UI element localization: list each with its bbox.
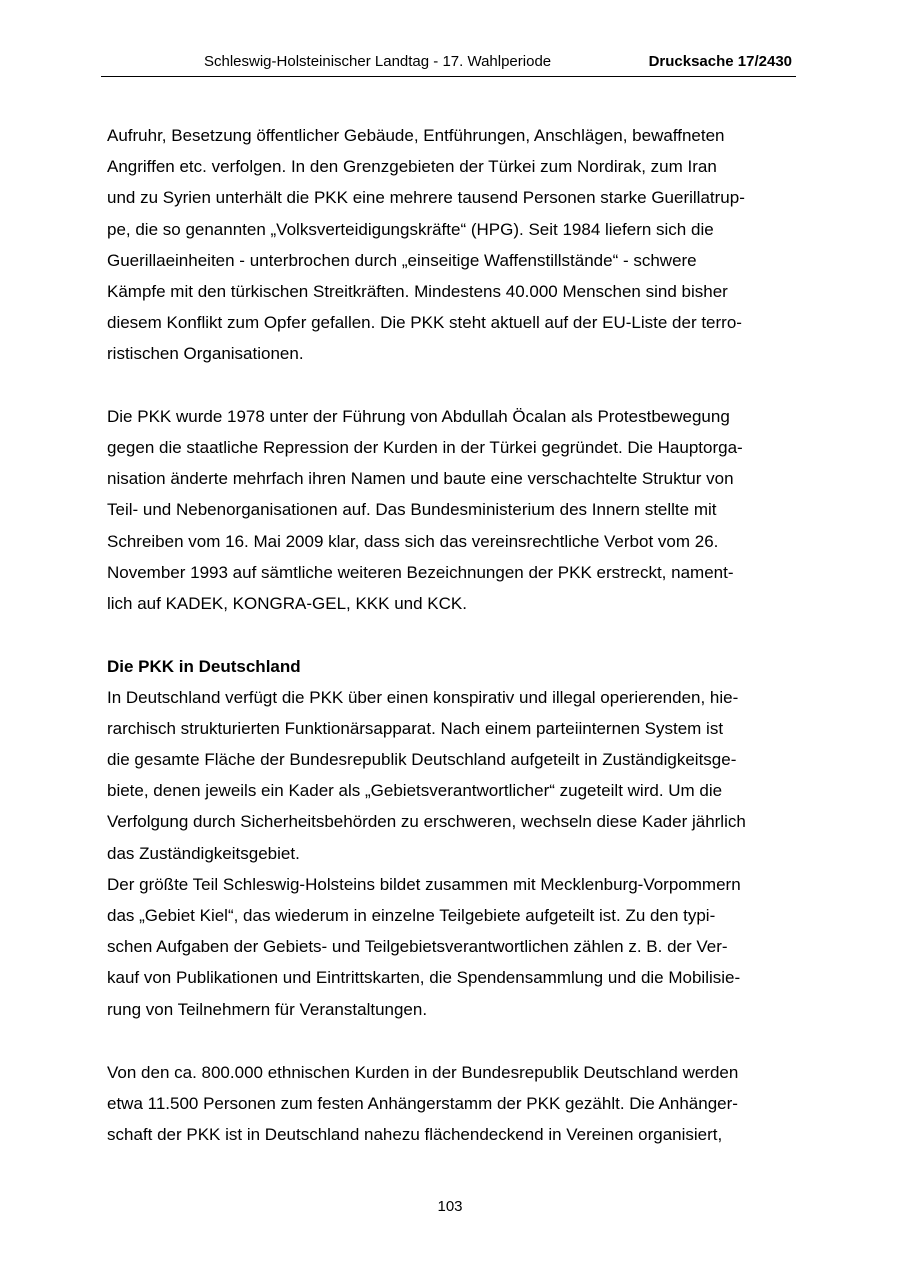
page-number: 103	[437, 1198, 463, 1215]
text-line: schen Aufgaben der Gebiets- und Teilgebietsverantwortlichen zählen z. B. der Ver-	[107, 937, 728, 956]
text-line: das „Gebiet Kiel“, das wiederum in einzelne Teilgebiete aufgeteilt ist. Zu den typi-	[107, 906, 716, 925]
page-header	[101, 52, 796, 77]
text-line: In Deutschland verfügt die PKK über einen konspirativ und illegal operierenden, hie-	[107, 688, 739, 707]
text-line: Von den ca. 800.000 ethnischen Kurden in der Bundesrepublik Deutschland werden	[107, 1063, 739, 1082]
text-line: Die PKK wurde 1978 unter der Führung von Abdullah Öcalan als Protestbewegung	[107, 407, 730, 426]
text-line: Angriffen etc. verfolgen. In den Grenzgebieten der Türkei zum Nordirak, zum Iran	[107, 157, 717, 176]
text-line: rung von Teilnehmern für Veranstaltungen.	[107, 1000, 428, 1019]
text-line: nisation änderte mehrfach ihren Namen und baute eine verschachtelte Struktur von	[107, 469, 734, 488]
drucksache-number: Drucksache 17/2430	[648, 53, 792, 70]
text-line: biete, denen jeweils ein Kader als „Gebietsverantwortlicher“ zugeteilt wird. Um die	[107, 781, 723, 800]
text-line: Schreiben vom 16. Mai 2009 klar, dass sich das vereinsrechtliche Verbot vom 26.	[107, 532, 719, 551]
text-line: rarchisch strukturierten Funktionärsapparat. Nach einem parteiinternen System ist	[107, 719, 724, 738]
text-line: gegen die staatliche Repression der Kurden in der Türkei gegründet. Die Hauptorga-	[107, 438, 743, 457]
text-line: pe, die so genannten „Volksverteidigungskräfte“ (HPG). Seit 1984 liefern sich die	[107, 220, 714, 239]
text-line: Aufruhr, Besetzung öffentlicher Gebäude, Entführungen, Anschlägen, bewaffneten	[107, 126, 725, 145]
header-title: Schleswig-Holsteinischer Landtag - 17. Wahlperiode	[204, 53, 552, 70]
text-line: Der größte Teil Schleswig-Holsteins bildet zusammen mit Mecklenburg-Vorpommern	[107, 875, 741, 894]
text-line: die gesamte Fläche der Bundesrepublik Deutschland aufgeteilt in Zuständigkeitsge-	[107, 750, 737, 769]
text-line: das Zuständigkeitsgebiet.	[107, 844, 300, 863]
text-line: Teil- und Nebenorganisationen auf. Das Bundesministerium des Innern stellte mit	[107, 500, 717, 519]
text-line: lich auf KADEK, KONGRA-GEL, KKK und KCK.	[107, 594, 467, 613]
text-line: Guerillaeinheiten - unterbrochen durch „einseitige Waffenstillstände“ - schwere	[107, 251, 697, 270]
section-heading: Die PKK in Deutschland	[107, 657, 301, 676]
text-line: und zu Syrien unterhält die PKK eine mehrere tausend Personen starke Guerillatrup-	[107, 188, 745, 207]
text-line: November 1993 auf sämtliche weiteren Bezeichnungen der PKK erstreckt, nament-	[107, 563, 734, 582]
text-line: ristischen Organisationen.	[107, 344, 304, 363]
text-line: kauf von Publikationen und Eintrittskarten, die Spendensammlung und die Mobilisie-	[107, 968, 741, 987]
text-line: etwa 11.500 Personen zum festen Anhängerstamm der PKK gezählt. Die Anhänger-	[107, 1094, 738, 1113]
text-line: diesem Konflikt zum Opfer gefallen. Die PKK steht aktuell auf der EU-Liste der terro-	[107, 313, 742, 332]
text-line: Verfolgung durch Sicherheitsbehörden zu erschweren, wechseln diese Kader jährlich	[107, 812, 746, 831]
text-line: schaft der PKK ist in Deutschland nahezu flächendeckend in Vereinen organisiert,	[107, 1125, 723, 1144]
text-line: Kämpfe mit den türkischen Streitkräften. Mindestens 40.000 Menschen sind bisher	[107, 282, 728, 301]
